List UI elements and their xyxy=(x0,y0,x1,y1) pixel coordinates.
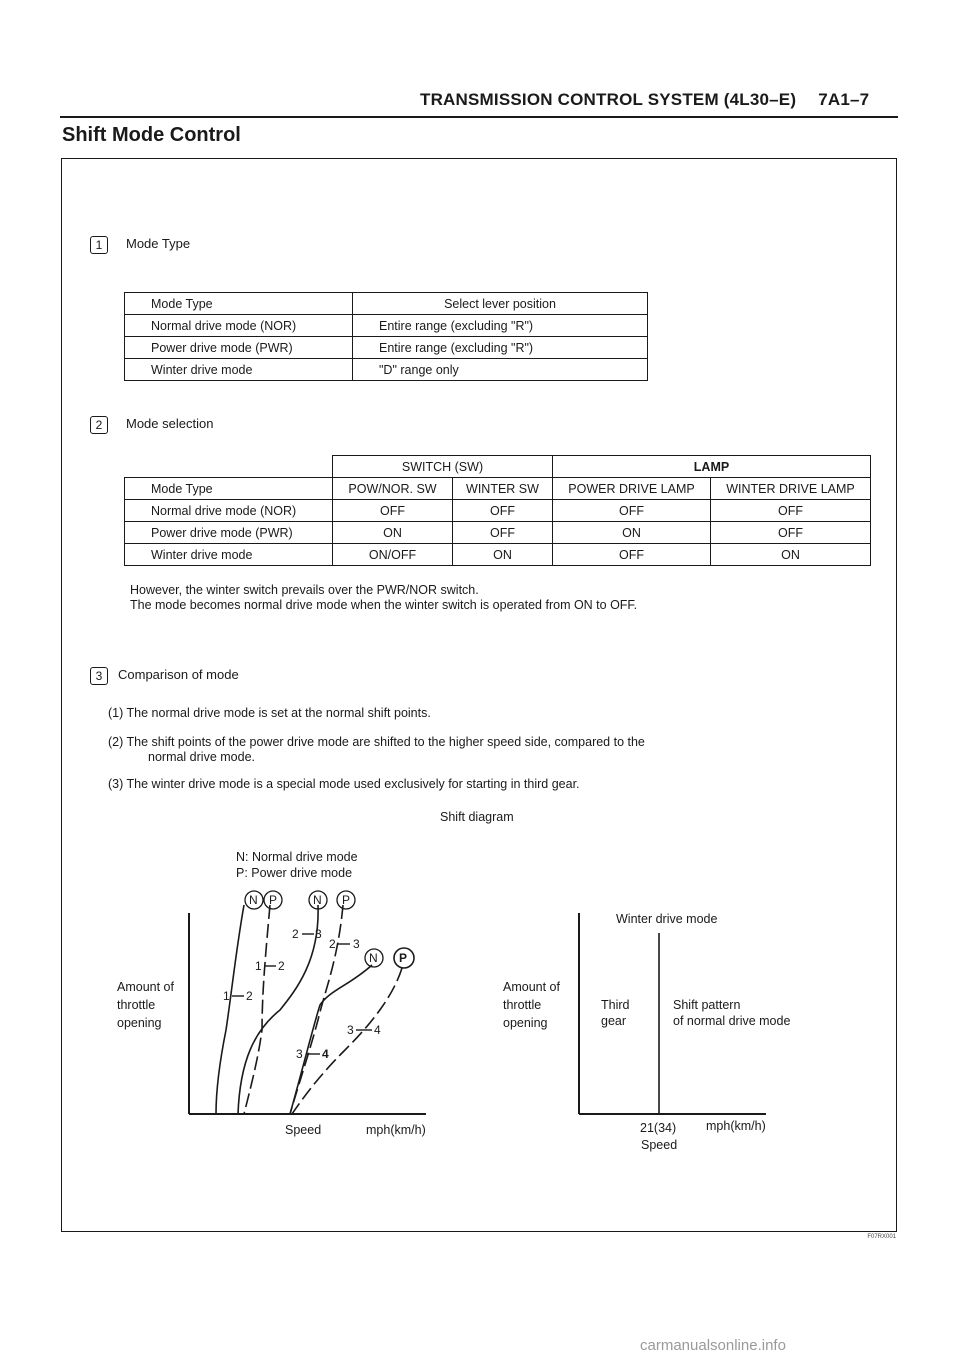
right-ylabel-2: throttle xyxy=(503,998,542,1012)
table-cell: Winter drive mode xyxy=(125,544,333,566)
shift-label: 3 xyxy=(296,1047,303,1061)
table-cell: OFF xyxy=(553,544,711,566)
table-header-cell: Mode Type xyxy=(125,293,353,315)
section1-number: 1 xyxy=(90,236,108,254)
table-cell: Entire range (excluding "R") xyxy=(353,315,648,337)
shift-label: 2 xyxy=(278,959,285,973)
diagram-title: Shift diagram xyxy=(440,810,514,824)
shift-label: 2 xyxy=(329,937,336,951)
lamp-group-header: LAMP xyxy=(553,456,871,478)
table-cell: Power drive mode (PWR) xyxy=(125,337,353,359)
marker-label: P xyxy=(342,893,351,907)
third-gear-label-1: Third xyxy=(601,998,630,1012)
table-cell: OFF xyxy=(453,500,553,522)
table-cell: ON xyxy=(453,544,553,566)
comparison-item-2-cont: normal drive mode. xyxy=(148,750,255,764)
left-xlabel: Speed xyxy=(285,1123,322,1137)
shift-label: 1 xyxy=(255,959,262,973)
shift-label: 3 xyxy=(347,1023,354,1037)
marker-label: N xyxy=(313,893,322,907)
section3-number: 3 xyxy=(90,667,108,685)
right-xunit: mph(km/h) xyxy=(706,1119,766,1133)
speed-value: 21(34) xyxy=(640,1121,677,1135)
comparison-item-2: (2) The shift points of the power drive mode are shifted to the higher speed side, compared to the xyxy=(108,735,645,749)
left-ylabel-3: opening xyxy=(117,1016,162,1030)
table-cell: ON xyxy=(553,522,711,544)
table-header-cell: Mode Type xyxy=(125,478,333,500)
left-ylabel-1: Amount of xyxy=(117,980,174,994)
table-cell: Entire range (excluding "R") xyxy=(353,337,648,359)
right-ylabel-3: opening xyxy=(503,1016,548,1030)
section3-title: Comparison of mode xyxy=(118,667,239,682)
table-cell: Normal drive mode (NOR) xyxy=(125,500,333,522)
legend-normal: N: Normal drive mode xyxy=(236,850,358,864)
marker-label: N xyxy=(369,951,378,965)
marker-label: P xyxy=(269,893,278,907)
section1-title: Mode Type xyxy=(126,236,191,251)
page-number: 7A1–7 xyxy=(818,90,870,109)
table-cell: ON xyxy=(711,544,871,566)
watermark: carmanualsonline.info xyxy=(640,1337,786,1354)
normal-pattern-label-2: of normal drive mode xyxy=(673,1014,791,1028)
table-header-cell: WINTER DRIVE LAMP xyxy=(711,478,871,500)
left-ylabel-2: throttle xyxy=(117,998,156,1012)
table-cell: OFF xyxy=(711,500,871,522)
table-cell: Normal drive mode (NOR) xyxy=(125,315,353,337)
section2-title: Mode selection xyxy=(126,416,214,431)
marker-label: P xyxy=(399,951,408,965)
table-cell: OFF xyxy=(553,500,711,522)
comparison-item-3: (3) The winter drive mode is a special mode used exclusively for starting in third gear. xyxy=(108,777,580,791)
table-cell: Winter drive mode xyxy=(125,359,353,381)
table-header-cell: WINTER SW xyxy=(453,478,553,500)
page-title: Shift Mode Control xyxy=(62,124,241,146)
table-cell: ON xyxy=(333,522,453,544)
note-line-1: However, the winter switch prevails over the PWR/NOR switch. xyxy=(130,583,479,597)
third-gear-label-2: gear xyxy=(601,1014,627,1028)
table-header-cell: POWER DRIVE LAMP xyxy=(553,478,711,500)
shift-label: 4 xyxy=(322,1047,329,1061)
shift-label: 2 xyxy=(292,927,299,941)
comparison-item-1: (1) The normal drive mode is set at the normal shift points. xyxy=(108,706,431,720)
power-3-4-curve xyxy=(292,968,402,1114)
marker-label: N xyxy=(249,893,258,907)
table-cell: "D" range only xyxy=(353,359,648,381)
header-title: TRANSMISSION CONTROL SYSTEM (4L30–E) xyxy=(420,90,797,109)
table-cell: OFF xyxy=(453,522,553,544)
table-header-cell: POW/NOR. SW xyxy=(333,478,453,500)
right-ylabel-1: Amount of xyxy=(503,980,560,994)
table-cell: Power drive mode (PWR) xyxy=(125,522,333,544)
power-1-2-curve xyxy=(244,905,270,1114)
note-line-2: The mode becomes normal drive mode when the winter switch is operated from ON to OFF. xyxy=(130,598,638,612)
left-xunit: mph(km/h) xyxy=(366,1123,426,1137)
shift-label: 4 xyxy=(374,1023,381,1037)
shift-label: 2 xyxy=(246,989,253,1003)
section2-number: 2 xyxy=(90,416,108,434)
shift-label: 3 xyxy=(353,937,360,951)
normal-1-2-curve xyxy=(216,905,244,1114)
table-cell: OFF xyxy=(711,522,871,544)
table-cell: OFF xyxy=(333,500,453,522)
figure-code: F07RX001 xyxy=(867,1234,896,1240)
right-xlabel: Speed xyxy=(641,1138,678,1152)
normal-3-4-curve xyxy=(290,965,372,1114)
table-header-cell: Select lever position xyxy=(353,293,648,315)
table-cell: ON/OFF xyxy=(333,544,453,566)
legend-power: P: Power drive mode xyxy=(236,866,353,880)
shift-label: 3 xyxy=(315,927,322,941)
normal-pattern-label-1: Shift pattern xyxy=(673,998,741,1012)
normal-2-3-curve xyxy=(238,905,318,1114)
switch-group-header: SWITCH (SW) xyxy=(333,456,553,478)
winter-title: Winter drive mode xyxy=(616,912,718,926)
shift-label: 1 xyxy=(223,989,230,1003)
